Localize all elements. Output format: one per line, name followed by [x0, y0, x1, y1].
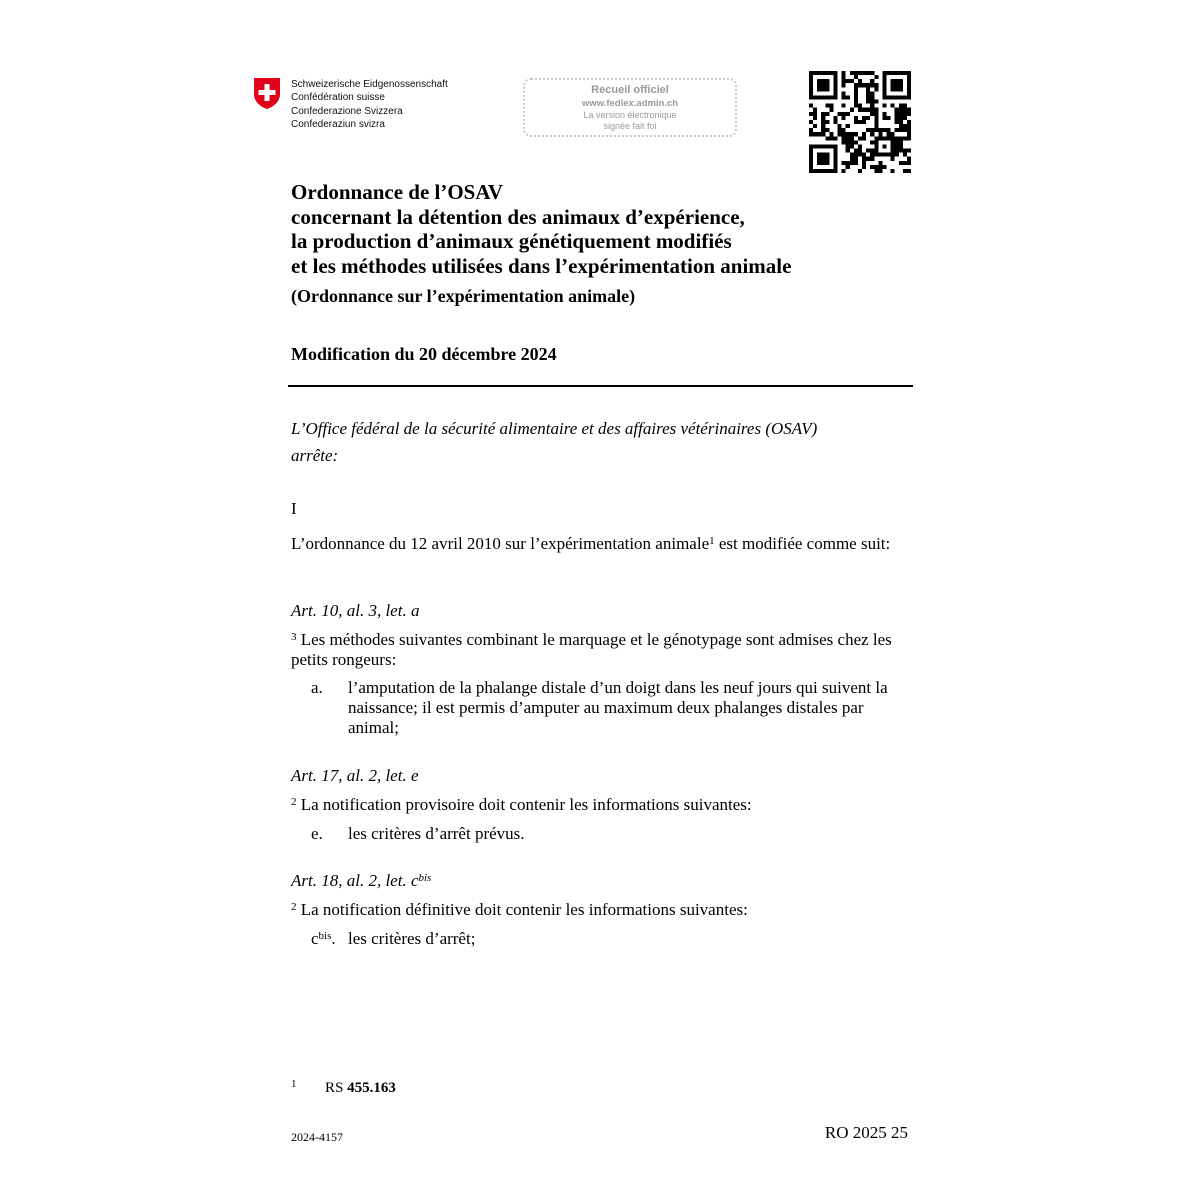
title-line-1: Ordonnance de l’OSAV: [291, 180, 503, 204]
document-number: 2024-4157: [291, 1130, 343, 1144]
federation-line-de: Schweizerische Eidgenossenschaft: [291, 79, 448, 90]
footnote-ref-number: 455.163: [347, 1080, 396, 1096]
item-text: les critères d’arrêt;: [348, 929, 476, 948]
article-paragraph: [291, 630, 911, 670]
paragraph-number: 3: [291, 631, 297, 643]
heading-text: Art. 18, al. 2, let. c: [291, 871, 419, 890]
title-line-4: et les méthodes utilisées dans l’expérimentation animale: [291, 253, 792, 278]
item-letter-sup: bis: [318, 930, 332, 942]
article-heading: Art. 17, al. 2, let. e: [291, 766, 419, 785]
short-title: (Ordonnance sur l’expérimentation animale): [291, 286, 636, 306]
official-stamp: [523, 78, 737, 137]
footnote-prefix: RS: [325, 1080, 348, 1096]
item-letter: e.: [311, 824, 323, 843]
stamp-line-2: signée fait foi: [603, 121, 657, 131]
federation-name: [291, 78, 448, 131]
paragraph-text: La notification provisoire doit contenir les informations suivantes:: [296, 795, 752, 814]
item-letter-suffix: .: [331, 929, 336, 948]
federation-line-it: Confederazione Svizzera: [291, 105, 403, 117]
title-line-2: concernant la détention des animaux d’expérience,: [291, 204, 745, 229]
item-letter: a.: [311, 678, 323, 697]
article-heading: [291, 871, 431, 891]
paragraph-text: Les méthodes suivantes combinant le marquage et le génotypage sont admises chez les petits rongeurs:: [291, 630, 892, 669]
paragraph-number: 2: [291, 796, 297, 808]
paragraph-number: 2: [291, 901, 297, 913]
article-heading: Art. 10, al. 3, let. a: [291, 601, 420, 620]
item-text: l’amputation de la phalange distale d’un doigt dans les neuf jours qui suivent la naissance; il est permis d’amputer au maximum deux phalanges distales par animal;: [348, 678, 888, 737]
document-title: [291, 180, 791, 278]
official-compilation-reference: RO 2025 25: [824, 1123, 908, 1142]
issuing-authority: [291, 415, 911, 469]
paragraph-text-after: est modifiée comme suit:: [714, 534, 891, 553]
paragraph-text-before: L’ordonnance du 12 avril 2010 sur l’expérimentation animale: [291, 534, 710, 553]
qr-code-icon: [809, 71, 911, 173]
section-number: I: [291, 499, 297, 518]
divider: [288, 385, 913, 387]
item-letter-base: c: [311, 929, 319, 948]
modification-date: Modification du 20 décembre 2024: [291, 344, 557, 364]
article-paragraph: [291, 795, 911, 815]
item-text: les critères d’arrêt prévus.: [348, 824, 525, 843]
swiss-cross-shield-icon: [253, 77, 281, 110]
paragraph-text: La notification définitive doit contenir les informations suivantes:: [296, 900, 748, 919]
item-letter: [311, 929, 336, 949]
heading-sup: bis: [418, 872, 432, 884]
federation-line-fr: Confédération suisse: [291, 92, 385, 104]
stamp-url: www.fedlex.admin.ch: [581, 98, 679, 109]
stamp-line-1: La version électronique: [583, 110, 677, 120]
footnote-ref: 1: [709, 535, 715, 547]
stamp-title: Recueil officiel: [591, 84, 669, 96]
article-paragraph: [291, 900, 911, 920]
title-line-3: la production d’animaux génétiquement modifiés: [291, 229, 732, 253]
footnote: 1 RS 455.163: [291, 1078, 396, 1096]
section-paragraph: [291, 534, 911, 554]
intro-line-1: L’Office fédéral de la sécurité alimentaire et des affaires vétérinaires (OSAV): [291, 419, 818, 438]
federation-line-rm: Confederaziun svizra: [291, 118, 385, 130]
intro-line-2: arrête:: [291, 446, 339, 465]
